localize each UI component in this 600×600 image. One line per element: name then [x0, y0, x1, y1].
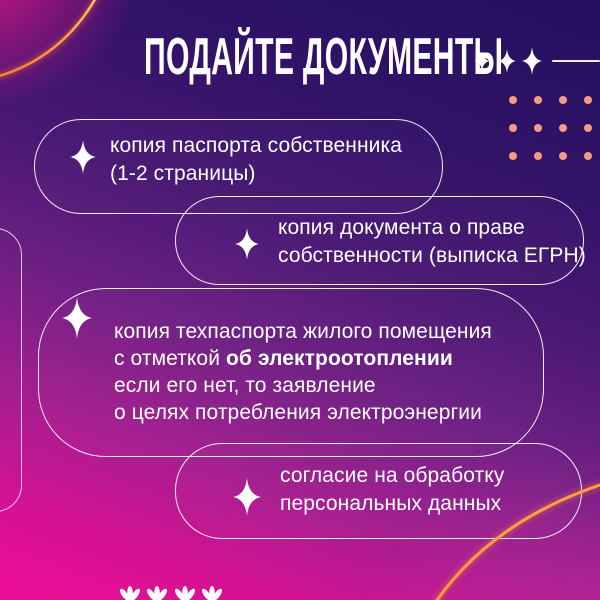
text-line: если его нет, то заявление	[114, 374, 376, 397]
dot	[584, 96, 592, 104]
dots-grid	[500, 86, 600, 170]
fan-ornament-icon	[199, 586, 225, 600]
card-owner-passport-text	[110, 132, 402, 187]
page-title	[144, 28, 600, 86]
text-line: копия паспорта собственника	[110, 134, 403, 157]
top-left-arc	[0, 0, 97, 77]
dot	[534, 96, 542, 104]
bold-emphasis: об электроотоплении	[225, 347, 453, 370]
sparkle-bullet-icon	[62, 297, 92, 339]
sparkle-bullet-icon	[235, 228, 259, 260]
fan-ornament-icon	[117, 586, 143, 600]
dot	[584, 152, 592, 160]
dot	[509, 152, 517, 160]
text-line: о целях потребления электроэнергии	[114, 401, 482, 424]
card-ownership-document-text	[278, 214, 586, 269]
dot	[534, 152, 542, 160]
text-line: (1-2 страницы)	[110, 161, 256, 185]
dot	[559, 124, 567, 132]
text-line: согласие на обработку	[280, 464, 505, 487]
text-line: собственности (выписка ЕГРН)	[278, 243, 586, 267]
dot	[509, 124, 517, 132]
text-line: персональных данных	[280, 491, 502, 515]
card-technical-passport-text	[114, 318, 492, 426]
fan-ornament-icon	[172, 586, 198, 600]
dot	[584, 124, 592, 132]
dot	[559, 152, 567, 160]
sparkle-bullet-icon	[70, 140, 96, 174]
title-rule-line	[552, 60, 600, 62]
dot	[559, 96, 567, 104]
text-line: копия документа о праве	[278, 216, 525, 239]
page-title-text: ПОДАЙТЕ ДОКУМЕНТЫ	[144, 28, 504, 86]
dot	[509, 96, 517, 104]
text-line: с отметкой об электроотоплении	[114, 347, 453, 370]
sparkle-bullet-icon	[233, 478, 261, 516]
text-line: копия техпаспорта жилого помещения	[114, 320, 492, 343]
card-personal-data-consent-text	[280, 462, 504, 517]
left-edge-pill-decoration	[0, 228, 22, 512]
fan-ornament-icon	[144, 586, 170, 600]
dot	[534, 124, 542, 132]
